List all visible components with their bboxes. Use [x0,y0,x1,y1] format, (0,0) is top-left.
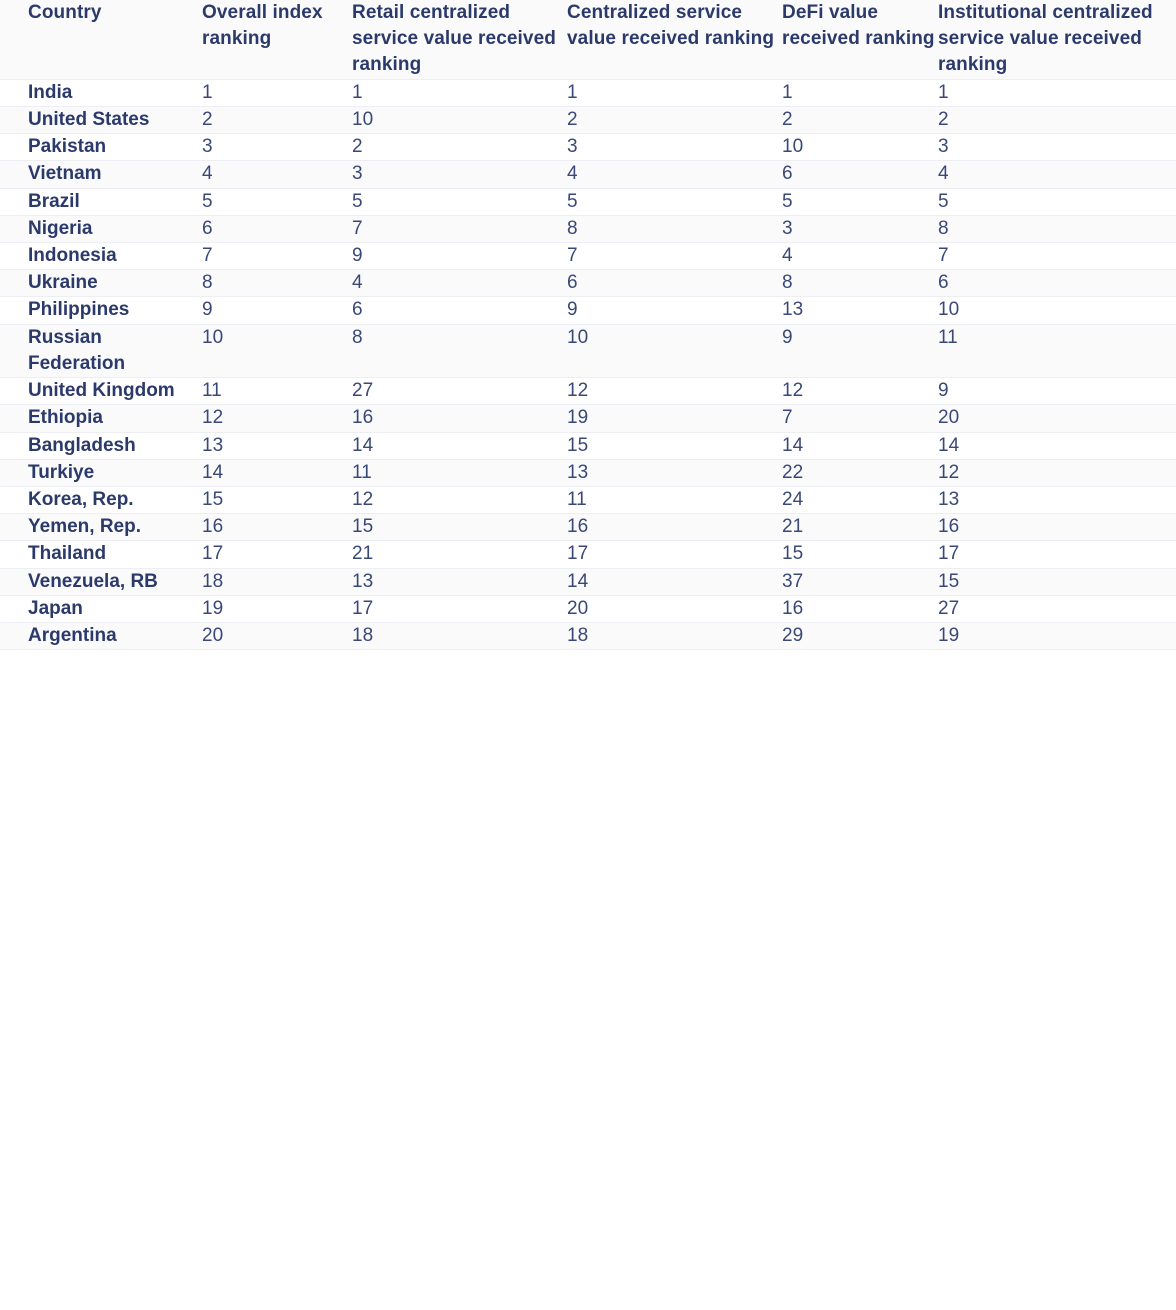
cell-retail-centralized-service-value-received-ranking: 11 [352,461,372,483]
cell-defi-value-received-ranking: 7 [782,407,793,429]
cell-retail-centralized-service-value-received-ranking: 8 [352,326,363,348]
column-header-defi-value-received-ranking: DeFi value received ranking [782,0,938,79]
table-row [0,270,1176,297]
cell-centralized-service-value-received-ranking: 11 [567,488,587,510]
cell-centralized-service-value-received-ranking: 17 [567,543,589,565]
table-row [0,79,1176,106]
cell-country: United Kingdom [28,380,175,402]
cell-institutional-centralized-service-value-received-ranking: 16 [938,516,960,538]
cell-overall-index-ranking: 8 [202,272,213,294]
cell-retail-centralized-service-value-received-ranking: 6 [352,299,363,321]
cell-defi-value-received-ranking: 5 [782,190,793,212]
cell-country: Brazil [28,190,80,212]
table-row [0,405,1176,432]
cell-overall-index-ranking: 16 [202,516,224,538]
cell-defi-value-received-ranking: 12 [782,380,804,402]
cell-country: Pakistan [28,136,107,158]
cell-overall-index-ranking: 10 [202,326,224,348]
cell-centralized-service-value-received-ranking: 10 [567,326,589,348]
table-row [0,188,1176,215]
country-rankings-table [0,0,1176,650]
cell-retail-centralized-service-value-received-ranking: 2 [352,136,363,158]
cell-country: Nigeria [28,217,93,239]
table-row [0,459,1176,486]
column-header-centralized-service-value-received-ranking: Centralized service value received ranking [567,0,782,79]
table-row [0,514,1176,541]
cell-country: Japan [28,597,83,619]
cell-overall-index-ranking: 3 [202,136,213,158]
cell-institutional-centralized-service-value-received-ranking: 3 [938,136,949,158]
cell-country: United States [28,108,150,130]
cell-centralized-service-value-received-ranking: 14 [567,570,589,592]
cell-retail-centralized-service-value-received-ranking: 21 [352,543,374,565]
cell-institutional-centralized-service-value-received-ranking: 4 [938,163,949,185]
cell-overall-index-ranking: 15 [202,488,224,510]
table-row [0,432,1176,459]
table-row [0,106,1176,133]
cell-centralized-service-value-received-ranking: 16 [567,516,589,538]
cell-overall-index-ranking: 14 [202,461,224,483]
cell-institutional-centralized-service-value-received-ranking: 11 [938,326,958,348]
table-row [0,324,1176,377]
cell-retail-centralized-service-value-received-ranking: 3 [352,163,363,185]
cell-defi-value-received-ranking: 4 [782,244,793,266]
cell-centralized-service-value-received-ranking: 3 [567,136,578,158]
column-header-institutional-centralized-service-value-received-ranking: Institutional centralized service value received ranking [938,0,1176,79]
cell-centralized-service-value-received-ranking: 9 [567,299,578,321]
cell-defi-value-received-ranking: 1 [782,81,793,103]
cell-defi-value-received-ranking: 24 [782,488,804,510]
table-row [0,378,1176,405]
cell-country: Indonesia [28,244,117,266]
cell-institutional-centralized-service-value-received-ranking: 10 [938,299,960,321]
table-row [0,486,1176,513]
cell-centralized-service-value-received-ranking: 4 [567,163,578,185]
table-body [0,79,1176,650]
cell-institutional-centralized-service-value-received-ranking: 12 [938,461,960,483]
cell-institutional-centralized-service-value-received-ranking: 14 [938,434,960,456]
cell-centralized-service-value-received-ranking: 8 [567,217,578,239]
cell-overall-index-ranking: 5 [202,190,213,212]
cell-overall-index-ranking: 18 [202,570,224,592]
cell-centralized-service-value-received-ranking: 1 [567,81,578,103]
cell-institutional-centralized-service-value-received-ranking: 27 [938,597,960,619]
cell-defi-value-received-ranking: 29 [782,625,804,647]
cell-centralized-service-value-received-ranking: 15 [567,434,589,456]
cell-retail-centralized-service-value-received-ranking: 10 [352,108,374,130]
cell-centralized-service-value-received-ranking: 18 [567,625,589,647]
cell-country: Ethiopia [28,407,103,429]
cell-defi-value-received-ranking: 10 [782,136,804,158]
cell-retail-centralized-service-value-received-ranking: 1 [352,81,363,103]
cell-defi-value-received-ranking: 14 [782,434,804,456]
cell-overall-index-ranking: 1 [202,81,213,103]
cell-institutional-centralized-service-value-received-ranking: 20 [938,407,960,429]
cell-defi-value-received-ranking: 8 [782,272,793,294]
cell-retail-centralized-service-value-received-ranking: 7 [352,217,363,239]
cell-overall-index-ranking: 12 [202,407,224,429]
cell-country: Russian Federation [28,326,126,374]
cell-centralized-service-value-received-ranking: 7 [567,244,578,266]
cell-defi-value-received-ranking: 6 [782,163,793,185]
cell-country: Korea, Rep. [28,488,134,510]
cell-defi-value-received-ranking: 37 [782,570,804,592]
column-header-overall-index-ranking: Overall index ranking [202,0,352,79]
table-row [0,541,1176,568]
cell-overall-index-ranking: 19 [202,597,224,619]
rankings-table-container [0,0,1176,650]
table-row [0,568,1176,595]
cell-retail-centralized-service-value-received-ranking: 12 [352,488,374,510]
cell-institutional-centralized-service-value-received-ranking: 13 [938,488,960,510]
cell-country: Thailand [28,543,107,565]
cell-country: Venezuela, RB [28,570,158,592]
cell-institutional-centralized-service-value-received-ranking: 5 [938,190,949,212]
cell-defi-value-received-ranking: 3 [782,217,793,239]
cell-defi-value-received-ranking: 2 [782,108,793,130]
cell-retail-centralized-service-value-received-ranking: 5 [352,190,363,212]
cell-institutional-centralized-service-value-received-ranking: 19 [938,625,960,647]
cell-overall-index-ranking: 9 [202,299,213,321]
cell-country: Yemen, Rep. [28,516,141,538]
table-header-row [0,0,1176,79]
cell-institutional-centralized-service-value-received-ranking: 1 [938,81,949,103]
table-header [0,0,1176,79]
cell-country: Ukraine [28,272,98,294]
cell-retail-centralized-service-value-received-ranking: 18 [352,625,374,647]
cell-overall-index-ranking: 11 [202,380,222,402]
cell-institutional-centralized-service-value-received-ranking: 8 [938,217,949,239]
cell-retail-centralized-service-value-received-ranking: 27 [352,380,374,402]
cell-institutional-centralized-service-value-received-ranking: 9 [938,380,949,402]
cell-centralized-service-value-received-ranking: 19 [567,407,589,429]
cell-country: India [28,81,73,103]
cell-centralized-service-value-received-ranking: 5 [567,190,578,212]
cell-centralized-service-value-received-ranking: 6 [567,272,578,294]
cell-country: Bangladesh [28,434,136,456]
cell-retail-centralized-service-value-received-ranking: 9 [352,244,363,266]
table-row [0,595,1176,622]
table-row [0,215,1176,242]
cell-overall-index-ranking: 7 [202,244,213,266]
cell-institutional-centralized-service-value-received-ranking: 17 [938,543,960,565]
cell-overall-index-ranking: 4 [202,163,213,185]
cell-defi-value-received-ranking: 22 [782,461,804,483]
cell-defi-value-received-ranking: 15 [782,543,804,565]
cell-country: Argentina [28,625,117,647]
cell-retail-centralized-service-value-received-ranking: 15 [352,516,374,538]
cell-institutional-centralized-service-value-received-ranking: 6 [938,272,949,294]
cell-overall-index-ranking: 2 [202,108,213,130]
cell-defi-value-received-ranking: 9 [782,326,793,348]
cell-institutional-centralized-service-value-received-ranking: 7 [938,244,949,266]
cell-retail-centralized-service-value-received-ranking: 16 [352,407,374,429]
cell-country: Turkiye [28,461,95,483]
cell-centralized-service-value-received-ranking: 13 [567,461,589,483]
column-header-country: Country [0,0,202,79]
cell-country: Philippines [28,299,130,321]
cell-centralized-service-value-received-ranking: 12 [567,380,589,402]
cell-centralized-service-value-received-ranking: 20 [567,597,589,619]
cell-retail-centralized-service-value-received-ranking: 17 [352,597,374,619]
cell-overall-index-ranking: 13 [202,434,224,456]
cell-defi-value-received-ranking: 16 [782,597,804,619]
cell-institutional-centralized-service-value-received-ranking: 2 [938,108,949,130]
table-row [0,297,1176,324]
table-row [0,623,1176,650]
table-row [0,134,1176,161]
table-row [0,242,1176,269]
cell-retail-centralized-service-value-received-ranking: 4 [352,272,363,294]
cell-overall-index-ranking: 20 [202,625,224,647]
cell-defi-value-received-ranking: 21 [782,516,804,538]
table-row [0,161,1176,188]
cell-country: Vietnam [28,163,102,185]
cell-institutional-centralized-service-value-received-ranking: 15 [938,570,960,592]
cell-overall-index-ranking: 17 [202,543,224,565]
cell-retail-centralized-service-value-received-ranking: 14 [352,434,374,456]
column-header-retail-centralized-service-value-received-ranking: Retail centralized service value received ranking [352,0,567,79]
cell-retail-centralized-service-value-received-ranking: 13 [352,570,374,592]
cell-defi-value-received-ranking: 13 [782,299,804,321]
cell-centralized-service-value-received-ranking: 2 [567,108,578,130]
cell-overall-index-ranking: 6 [202,217,213,239]
